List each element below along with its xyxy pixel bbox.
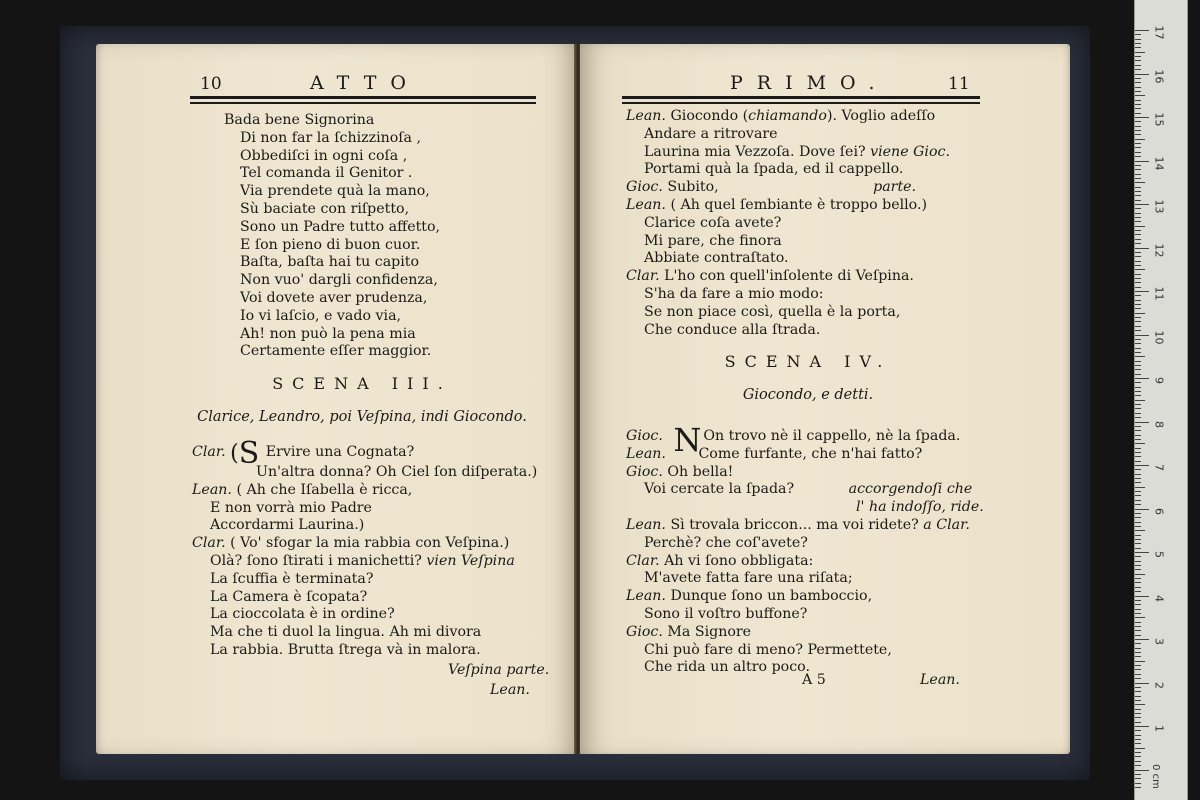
ruler-unit-label: 0 cm <box>1149 764 1161 789</box>
signature-mark: A 5 <box>802 672 826 688</box>
ruler-tick <box>1135 683 1149 684</box>
ruler-tick <box>1135 265 1141 266</box>
ruler-tick <box>1135 752 1141 753</box>
ruler-tick <box>1135 391 1141 392</box>
ruler-tick <box>1135 574 1145 575</box>
ruler-tick <box>1135 295 1141 296</box>
right-dialogue <box>626 108 950 339</box>
ruler-tick <box>1135 613 1141 614</box>
ruler-tick <box>1135 326 1141 327</box>
ruler-tick <box>1135 596 1149 597</box>
verse-line: Io vi laſcio, e vado via, <box>240 307 402 324</box>
ruler-tick <box>1135 709 1141 710</box>
ruler-number: 17 <box>1152 25 1166 40</box>
ruler-tick <box>1135 461 1141 462</box>
dialogue-text: Ma che ti duol la lingua. Ah mi divora <box>210 624 482 641</box>
ruler-tick <box>1135 517 1141 518</box>
dialogue-text: Che conduce alla ſtrada. <box>644 321 821 338</box>
dialogue-text: Andare a ritrovare <box>644 125 778 142</box>
ruler-tick <box>1135 278 1141 279</box>
dialogue-text: Oh bella! <box>667 463 734 480</box>
ruler-tick <box>1135 417 1141 418</box>
ruler-tick <box>1135 78 1141 79</box>
verse-line: Baſta, baſta hai tu capito <box>240 254 420 271</box>
verse-line: Obbediſci in ogni coſa , <box>240 147 408 164</box>
ruler-tick <box>1135 234 1141 235</box>
ruler-tick <box>1135 491 1141 492</box>
ruler-tick <box>1135 365 1141 366</box>
ruler-tick <box>1135 200 1141 201</box>
ruler-tick <box>1135 408 1141 409</box>
ruler-tick <box>1135 761 1141 762</box>
ruler-tick <box>1135 526 1141 527</box>
dialogue-text: ( Vo' sfogar la mia rabbia con Veſpina.) <box>230 535 510 552</box>
right-dialogue-2 <box>626 421 984 677</box>
ruler-number: 5 <box>1152 551 1166 558</box>
dialogue-text: S'ha da fare a mio modo: <box>644 285 824 302</box>
dialogue-text: Chi può fare di meno? Permettete, <box>644 641 892 658</box>
ruler-tick <box>1135 43 1141 44</box>
ruler-tick <box>1135 395 1141 396</box>
ruler-tick <box>1135 469 1141 470</box>
ruler-tick <box>1135 465 1149 466</box>
ruler-tick <box>1135 291 1149 292</box>
right-scene-block <box>626 348 990 408</box>
ruler-tick <box>1135 374 1141 375</box>
ruler-tick <box>1135 39 1141 40</box>
ruler-tick <box>1135 191 1141 192</box>
ruler-tick <box>1135 569 1141 570</box>
ruler-tick <box>1135 69 1141 70</box>
dialogue-text: ( Ah che Iſabella è ricca, <box>236 481 413 498</box>
ruler-tick <box>1135 195 1141 196</box>
ruler-tick <box>1135 252 1141 253</box>
speaker-label: Clar. <box>626 268 660 285</box>
left-running-head: ATTO <box>310 72 420 94</box>
ruler-tick <box>1135 587 1141 588</box>
dialogue-text: Se non piace così, quella è la porta, <box>644 303 901 320</box>
ruler-tick <box>1135 743 1141 744</box>
speaker-label: Gioc. <box>626 179 663 196</box>
ruler-tick <box>1135 630 1141 631</box>
ruler-tick <box>1135 378 1149 379</box>
stage-direction: a Clar. <box>923 516 970 533</box>
ruler-tick <box>1135 543 1141 544</box>
speaker-label: Lean. <box>626 516 666 533</box>
dialogue-text: Clarice coſa avete? <box>644 214 782 231</box>
ruler-tick <box>1135 287 1141 288</box>
ruler-number: 15 <box>1152 112 1166 127</box>
scene-cast: Clarice, Leandro, poi Veſpina, indi Giocondo. <box>197 409 527 425</box>
dialogue-text: L'ho con quell'inſolente di Veſpina. <box>664 268 914 285</box>
ruler-tick <box>1135 422 1149 423</box>
dialogue-text: La cioccolata è in ordine? <box>210 606 395 623</box>
ruler-tick <box>1135 448 1141 449</box>
ruler-tick <box>1135 756 1141 757</box>
ruler-tick <box>1135 30 1149 31</box>
left-header-rule <box>190 96 536 104</box>
ruler-tick <box>1135 604 1141 605</box>
ruler-tick <box>1135 139 1145 140</box>
verse-line: Certamente eſſer maggior. <box>240 343 432 360</box>
speaker-label: Gioc. <box>626 428 663 444</box>
ruler-tick <box>1135 435 1141 436</box>
exit-direction: Veſpina parte. <box>448 662 550 678</box>
dialogue-text: Ervire una Cognata? <box>265 444 415 460</box>
dialogue-text: Portami quà la ſpada, ed il cappello. <box>644 161 904 178</box>
stage-direction: parte. <box>873 179 917 196</box>
brace-glyph: ( <box>230 441 239 466</box>
dialogue-text: Mi pare, che finora <box>644 232 782 249</box>
ruler-tick <box>1135 165 1141 166</box>
speaker-label: Lean. <box>626 445 666 462</box>
ruler-tick <box>1135 722 1141 723</box>
ruler-tick <box>1135 700 1141 701</box>
ruler-tick <box>1135 691 1141 692</box>
ruler-tick <box>1135 74 1149 75</box>
ruler-tick <box>1135 330 1141 331</box>
ruler-tick <box>1135 778 1141 779</box>
ruler-tick <box>1135 661 1145 662</box>
ruler-tick <box>1135 317 1141 318</box>
ruler-tick <box>1135 478 1141 479</box>
dialogue-text: M'avete fatta fare una riſata; <box>644 570 853 587</box>
ruler-number: 3 <box>1152 638 1166 645</box>
dialogue-text: Sono il voſtro buffone? <box>644 605 808 622</box>
ruler-tick <box>1135 687 1141 688</box>
dialogue-text: La ſcuffia è terminata? <box>210 570 374 587</box>
catchword: Lean. <box>920 672 960 688</box>
ruler-tick <box>1135 226 1145 227</box>
measurement-ruler <box>1134 0 1188 800</box>
verse-line: E ſon pieno di buon cuor. <box>240 236 421 253</box>
ruler-tick <box>1135 152 1141 153</box>
ruler-number: 13 <box>1152 199 1166 214</box>
ruler-tick <box>1135 178 1141 179</box>
dialogue-text: Un'altra donna? Oh Ciel ſon diſperata.) <box>256 464 538 480</box>
stage-direction: chiamando <box>748 108 827 124</box>
ruler-tick <box>1135 735 1141 736</box>
ruler-tick <box>1135 482 1141 483</box>
ruler-tick <box>1135 643 1141 644</box>
ruler-tick <box>1135 730 1141 731</box>
drop-capital: N <box>673 421 702 459</box>
ruler-tick <box>1135 522 1141 523</box>
ruler-tick <box>1135 108 1141 109</box>
ruler-tick <box>1135 591 1141 592</box>
ruler-tick <box>1135 413 1141 414</box>
ruler-tick <box>1135 787 1141 788</box>
ruler-tick <box>1135 456 1141 457</box>
speaker-label: Lean. <box>192 481 232 498</box>
ruler-tick <box>1135 256 1141 257</box>
ruler-tick <box>1135 134 1141 135</box>
ruler-tick <box>1135 495 1141 496</box>
ruler-tick <box>1135 770 1149 771</box>
ruler-tick <box>1135 356 1145 357</box>
ruler-tick <box>1135 56 1141 57</box>
dialogue-text: La Camera è ſcopata? <box>210 588 368 605</box>
ruler-tick <box>1135 248 1149 249</box>
ruler-tick <box>1135 426 1141 427</box>
ruler-tick <box>1135 713 1141 714</box>
ruler-tick <box>1135 204 1149 205</box>
ruler-tick <box>1135 147 1141 148</box>
ruler-tick <box>1135 535 1141 536</box>
ruler-tick <box>1135 617 1145 618</box>
ruler-tick <box>1135 313 1145 314</box>
dialogue-text: Dunque ſono un bamboccio, <box>670 588 873 605</box>
ruler-number: 14 <box>1152 156 1166 170</box>
ruler-tick <box>1135 174 1141 175</box>
dialogue-text: On trovo nè il cappello, nè la ſpada. <box>703 428 961 444</box>
dialogue-text: Che rida un altro poco. <box>644 659 810 676</box>
ruler-tick <box>1135 652 1141 653</box>
verse-line: Di non far la ſchizzinoſa , <box>240 129 422 146</box>
ruler-tick <box>1135 704 1145 705</box>
ruler-tick <box>1135 765 1141 766</box>
ruler-tick <box>1135 717 1141 718</box>
right-header-rule <box>622 96 980 104</box>
speaker-label: Gioc. <box>626 463 663 480</box>
ruler-tick <box>1135 639 1149 640</box>
speaker-label: Clar. <box>192 535 226 552</box>
ruler-tick <box>1135 121 1141 122</box>
dialogue-text: Come furfante, che n'hai fatto? <box>698 445 923 462</box>
ruler-tick <box>1135 100 1141 101</box>
ruler-tick <box>1135 217 1141 218</box>
ruler-tick <box>1135 156 1141 157</box>
ruler-tick <box>1135 696 1141 697</box>
dialogue-text: ( Ah quel ſembiante è troppo bello.) <box>670 196 928 213</box>
verse-line: Sono un Padre tutto affetto, <box>240 218 441 235</box>
ruler-tick <box>1135 269 1145 270</box>
ruler-tick <box>1135 565 1141 566</box>
dialogue-text: Accordarmi Laurina.) <box>210 517 365 534</box>
verse-line: Via prendete quà la mano, <box>240 183 430 200</box>
ruler-tick <box>1135 60 1141 61</box>
ruler-tick <box>1135 221 1141 222</box>
ruler-tick <box>1135 95 1145 96</box>
dialogue-text: Voi cercate la ſpada? <box>644 481 795 498</box>
dialogue-text: La rabbia. Brutta ſtrega và in malora. <box>210 641 481 658</box>
ruler-tick <box>1135 187 1141 188</box>
ruler-tick <box>1135 774 1141 775</box>
verse-line: Sù baciate con riſpetto, <box>240 200 410 217</box>
ruler-number: 9 <box>1152 377 1166 384</box>
stage-direction: accorgendoſi che <box>848 481 973 498</box>
ruler-tick <box>1135 230 1141 231</box>
stage-direction: l' ha indoſſo, ride. <box>856 499 984 516</box>
ruler-tick <box>1135 504 1141 505</box>
ruler-number: 11 <box>1152 286 1166 301</box>
ruler-tick <box>1135 726 1149 727</box>
ruler-tick <box>1135 674 1141 675</box>
ruler-tick <box>1135 91 1141 92</box>
dialogue-text: Subito, <box>667 179 719 196</box>
ruler-tick <box>1135 261 1141 262</box>
ruler-tick <box>1135 339 1141 340</box>
ruler-tick <box>1135 130 1141 131</box>
verse-line: Ah! non può la pena mia <box>240 325 416 342</box>
ruler-tick <box>1135 243 1141 244</box>
speaker-label: Clar. <box>626 552 660 569</box>
ruler-tick <box>1135 609 1141 610</box>
scene-title: SCENA III. <box>272 374 452 393</box>
ruler-tick <box>1135 443 1145 444</box>
ruler-tick <box>1135 52 1145 53</box>
ruler-tick <box>1135 104 1141 105</box>
ruler-tick <box>1135 548 1141 549</box>
ruler-tick <box>1135 513 1141 514</box>
ruler-tick <box>1135 300 1141 301</box>
ruler-tick <box>1135 578 1141 579</box>
dialogue-text: Abbiate contraſtato. <box>644 250 789 267</box>
speaker-label: Lean. <box>626 196 666 213</box>
drop-capital: S <box>238 436 260 471</box>
ruler-tick <box>1135 500 1141 501</box>
dialogue-text: Olà? ſono ſtirati i manichetti? <box>210 552 422 569</box>
ruler-number: 10 <box>1152 330 1166 344</box>
left-scene-block <box>192 370 532 430</box>
ruler-tick <box>1135 556 1141 557</box>
ruler-tick <box>1135 308 1141 309</box>
ruler-tick <box>1135 126 1141 127</box>
ruler-tick <box>1135 161 1149 162</box>
ruler-number: 4 <box>1152 594 1166 602</box>
ruler-tick <box>1135 335 1149 336</box>
ruler-tick <box>1135 626 1141 627</box>
right-running-head: PRIMO. <box>730 72 889 94</box>
ruler-tick <box>1135 239 1141 240</box>
ruler-tick <box>1135 678 1141 679</box>
dialogue-text: Laurina mia Vezzoſa. Dove ſei? <box>644 143 866 160</box>
ruler-tick <box>1135 348 1141 349</box>
ruler-tick <box>1135 452 1141 453</box>
verse-line: Voi dovete aver prudenza, <box>240 289 428 306</box>
ruler-tick <box>1135 648 1141 649</box>
left-dialogue <box>192 436 538 660</box>
catchword: Lean. <box>490 682 530 698</box>
verse-line: Tel comanda il Genitor . <box>240 165 413 182</box>
ruler-tick <box>1135 739 1141 740</box>
ruler-tick <box>1135 669 1141 670</box>
ruler-tick <box>1135 361 1141 362</box>
ruler-tick <box>1135 65 1141 66</box>
ruler-tick <box>1135 352 1141 353</box>
ruler-tick <box>1135 369 1141 370</box>
speaker-label: Lean. <box>626 588 666 605</box>
ruler-tick <box>1135 474 1141 475</box>
ruler-tick <box>1135 387 1141 388</box>
ruler-tick <box>1135 208 1141 209</box>
dialogue-text: Ma Signore <box>667 623 752 640</box>
ruler-tick <box>1135 600 1141 601</box>
ruler-tick <box>1135 274 1141 275</box>
scene-title: SCENA IV. <box>724 352 892 371</box>
speaker-label: Lean. <box>626 108 666 124</box>
dialogue-text: Sì trovala briccon... ma voi ridete? <box>670 516 919 533</box>
ruler-tick <box>1135 113 1141 114</box>
ruler-tick <box>1135 82 1141 83</box>
ruler-tick <box>1135 143 1141 144</box>
ruler-tick <box>1135 539 1141 540</box>
ruler-tick <box>1135 656 1141 657</box>
left-page-number: 10 <box>200 74 222 94</box>
ruler-tick <box>1135 282 1141 283</box>
ruler-tick <box>1135 87 1141 88</box>
ruler-tick <box>1135 400 1145 401</box>
ruler-tick <box>1135 382 1141 383</box>
ruler-tick <box>1135 783 1141 784</box>
ruler-number: 1 <box>1152 725 1166 732</box>
ruler-number: 2 <box>1152 681 1166 689</box>
stage-direction: vien Veſpina <box>426 552 515 569</box>
ruler-tick <box>1135 552 1149 553</box>
speaker-label: Clar. <box>192 444 226 460</box>
ruler-tick <box>1135 404 1141 405</box>
stage-direction: viene Gioc. <box>870 143 950 160</box>
ruler-tick <box>1135 665 1141 666</box>
right-page <box>580 44 1070 754</box>
right-page-number: 11 <box>948 74 970 94</box>
dialogue-text: E non vorrà mio Padre <box>210 499 372 516</box>
ruler-tick <box>1135 169 1141 170</box>
ruler-tick <box>1135 117 1149 118</box>
speaker-label: Gioc. <box>626 623 663 640</box>
ruler-tick <box>1135 509 1149 510</box>
ruler-tick <box>1135 321 1141 322</box>
ruler-number: 12 <box>1152 243 1166 257</box>
ruler-tick <box>1135 561 1141 562</box>
ruler-number: 16 <box>1152 69 1166 83</box>
dialogue-text: Perchè? che coſ'avete? <box>644 534 808 551</box>
ruler-tick <box>1135 530 1145 531</box>
verse-line: Bada bene Signorina <box>224 112 375 128</box>
ruler-number: 6 <box>1152 507 1166 515</box>
ruler-number: 7 <box>1152 464 1166 471</box>
ruler-tick <box>1135 635 1141 636</box>
dialogue-text: Ah vi ſono obbligata: <box>664 552 814 569</box>
dialogue-text: Giocondo ( <box>670 108 749 124</box>
ruler-tick <box>1135 47 1141 48</box>
ruler-tick <box>1135 622 1141 623</box>
ruler-tick <box>1135 304 1141 305</box>
ruler-tick <box>1135 34 1141 35</box>
ruler-tick <box>1135 439 1141 440</box>
verse-line: Non vuo' dargli confidenza, <box>240 272 438 289</box>
dialogue-text: ). Voglio adeſſo <box>826 108 936 124</box>
ruler-number: 8 <box>1152 420 1166 428</box>
left-aria-block <box>224 112 440 361</box>
ruler-tick <box>1135 487 1145 488</box>
ruler-tick <box>1135 182 1145 183</box>
ruler-tick <box>1135 430 1141 431</box>
ruler-tick <box>1135 748 1145 749</box>
ruler-tick <box>1135 582 1141 583</box>
left-page <box>96 44 576 754</box>
scene-cast: Giocondo, e detti. <box>742 387 874 403</box>
ruler-tick <box>1135 213 1141 214</box>
ruler-tick <box>1135 343 1141 344</box>
